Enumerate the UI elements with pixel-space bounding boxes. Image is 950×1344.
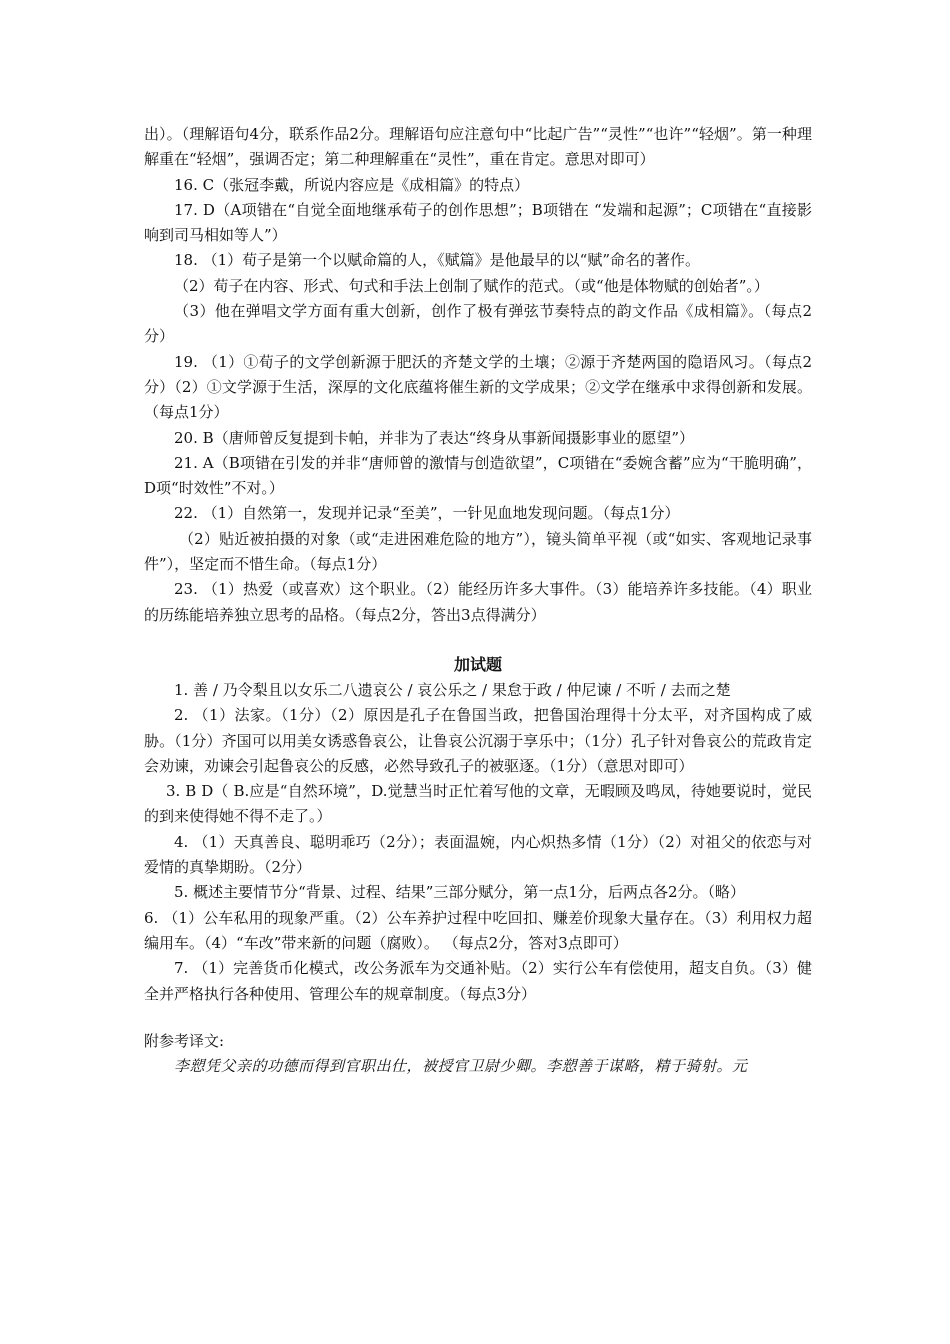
translation-text: 李愬凭父亲的功德而得到官职出仕，被授官卫尉少卿。李愬善于谋略，精于骑射。元 [174, 1057, 748, 1076]
answer-15-tail: 出）。（理解语句4分，联系作品2分。理解语句应注意句中“比起广告”“灵性”“也许”“轻烟”。第一种理解重在“轻烟”，强调否定；第二种理解重在“灵性”，重在肯定。意思对即可） [144, 125, 812, 169]
translation-label: 附参考译文: [144, 1031, 225, 1050]
bonus-answer-6: 6. （1）公车私用的现象严重。（2）公车养护过程中吃回扣、赚差价现象大量存在。（3）利用权力超编用车。（4）“车改”带来新的问题（腐败）。 （每点2分，答对3点即可） [144, 908, 812, 952]
answer-17: 17. D（A项错在“自觉全面地继承荀子的创作思想”；B项错在 “发端和起源”；C项错在“直接影响到司马相如等人”） [144, 200, 812, 245]
answer-18-point-2: （2）荀子在内容、形式、句式和手法上创制了赋作的范式。（或“他是体物赋的创始者”。） [174, 276, 769, 295]
answer-23: 23. （1）热爱（或喜欢）这个职业。（2）能经历许多大事件。（3）能培养许多技能。（4）职业的历练能培养独立思考的品格。（每点2分，答出3点得满分） [144, 580, 812, 624]
answer-20: 20. B（唐师曾反复提到卡帕，并非为了表达“终身从事新闻摄影事业的愿望”） [174, 428, 694, 447]
bonus-answer-2: 2. （1）法家。（1分）（2）原因是孔子在鲁国当政，把鲁国治理得十分太平，对齐国构成了威胁。（1分）齐国可以用美女诱惑鲁哀公，让鲁哀公沉溺于享乐中；（1分）孔子针对鲁哀公的荒政肯定会劝谏，劝谏会引起鲁哀公的反感，必然导致孔子的被驱逐。（1分）（意思对即可） [144, 706, 812, 775]
bonus-answer-1: 1. 善 / 乃令梨且以女乐二八遗哀公 / 哀公乐之 / 果怠于政 / 仲尼谏 / 不听 / 去而之楚 [174, 680, 731, 699]
bonus-answer-3: 3. B D（ B.应是“自然环境”，D.觉慧当时正忙着写他的文章，无暇顾及鸣凤，待她要说时，觉民的到来使得她不得不走了。） [144, 782, 812, 826]
answer-22-point-2: （2）贴近被拍摄的对象（或“走进困难危险的地方”），镜头简单平视（或“如实、客观地记录事件”），坚定而不惜生命。（每点1分） [144, 529, 812, 574]
answer-16: 16. C（张冠李戴，所说内容应是《成相篇》的特点） [174, 175, 530, 194]
bonus-heading: 加试题 [453, 654, 502, 674]
bonus-answer-4: 4. （1）天真善良、聪明乖巧（2分）；表面温婉，内心炽热多情（1分）（2）对祖父的依恋与对爱情的真挚期盼。（2分） [144, 832, 812, 877]
answer-19: 19. （1）①荀子的文学创新源于肥沃的齐楚文学的土壤；②源于齐楚两国的隐语风习。（每点2分）（2）①文学源于生活，深厚的文化底蕴将催生新的文学成果；②文学在继承中求得创新和发展。（每点1分） [144, 352, 812, 422]
answer-18-point-3: （3）他在弹唱文学方面有重大创新，创作了极有弹弦节奏特点的韵文作品《成相篇》。（每点2分） [144, 302, 812, 346]
answer-key-page [144, 122, 812, 1079]
answer-18-point-1: 18. （1）荀子是第一个以赋命篇的人，《赋篇》是他最早的以“赋”命名的著作。 [174, 251, 701, 270]
bonus-answer-5: 5. 概述主要情节分“背景、过程、结果”三部分赋分，第一点1分，后两点各2分。（略） [174, 883, 746, 902]
section-gap [144, 1007, 812, 1029]
bonus-answer-7: 7. （1）完善货币化模式，改公务派车为交通补贴。（2）实行公车有偿使用，超支自负。（3）健全并严格执行各种使用、管理公车的规章制度。（每点3分） [144, 959, 812, 1003]
answer-21: 21. A（B项错在引发的并非“唐师曾的激情与创造欲望”，C项错在“委婉含蓄”应为“干脆明确”，D项“时效性”不对。） [144, 453, 812, 498]
answer-22-point-1: 22. （1）自然第一，发现并记录“至美”，一针见血地发现问题。（每点1分） [174, 504, 680, 523]
